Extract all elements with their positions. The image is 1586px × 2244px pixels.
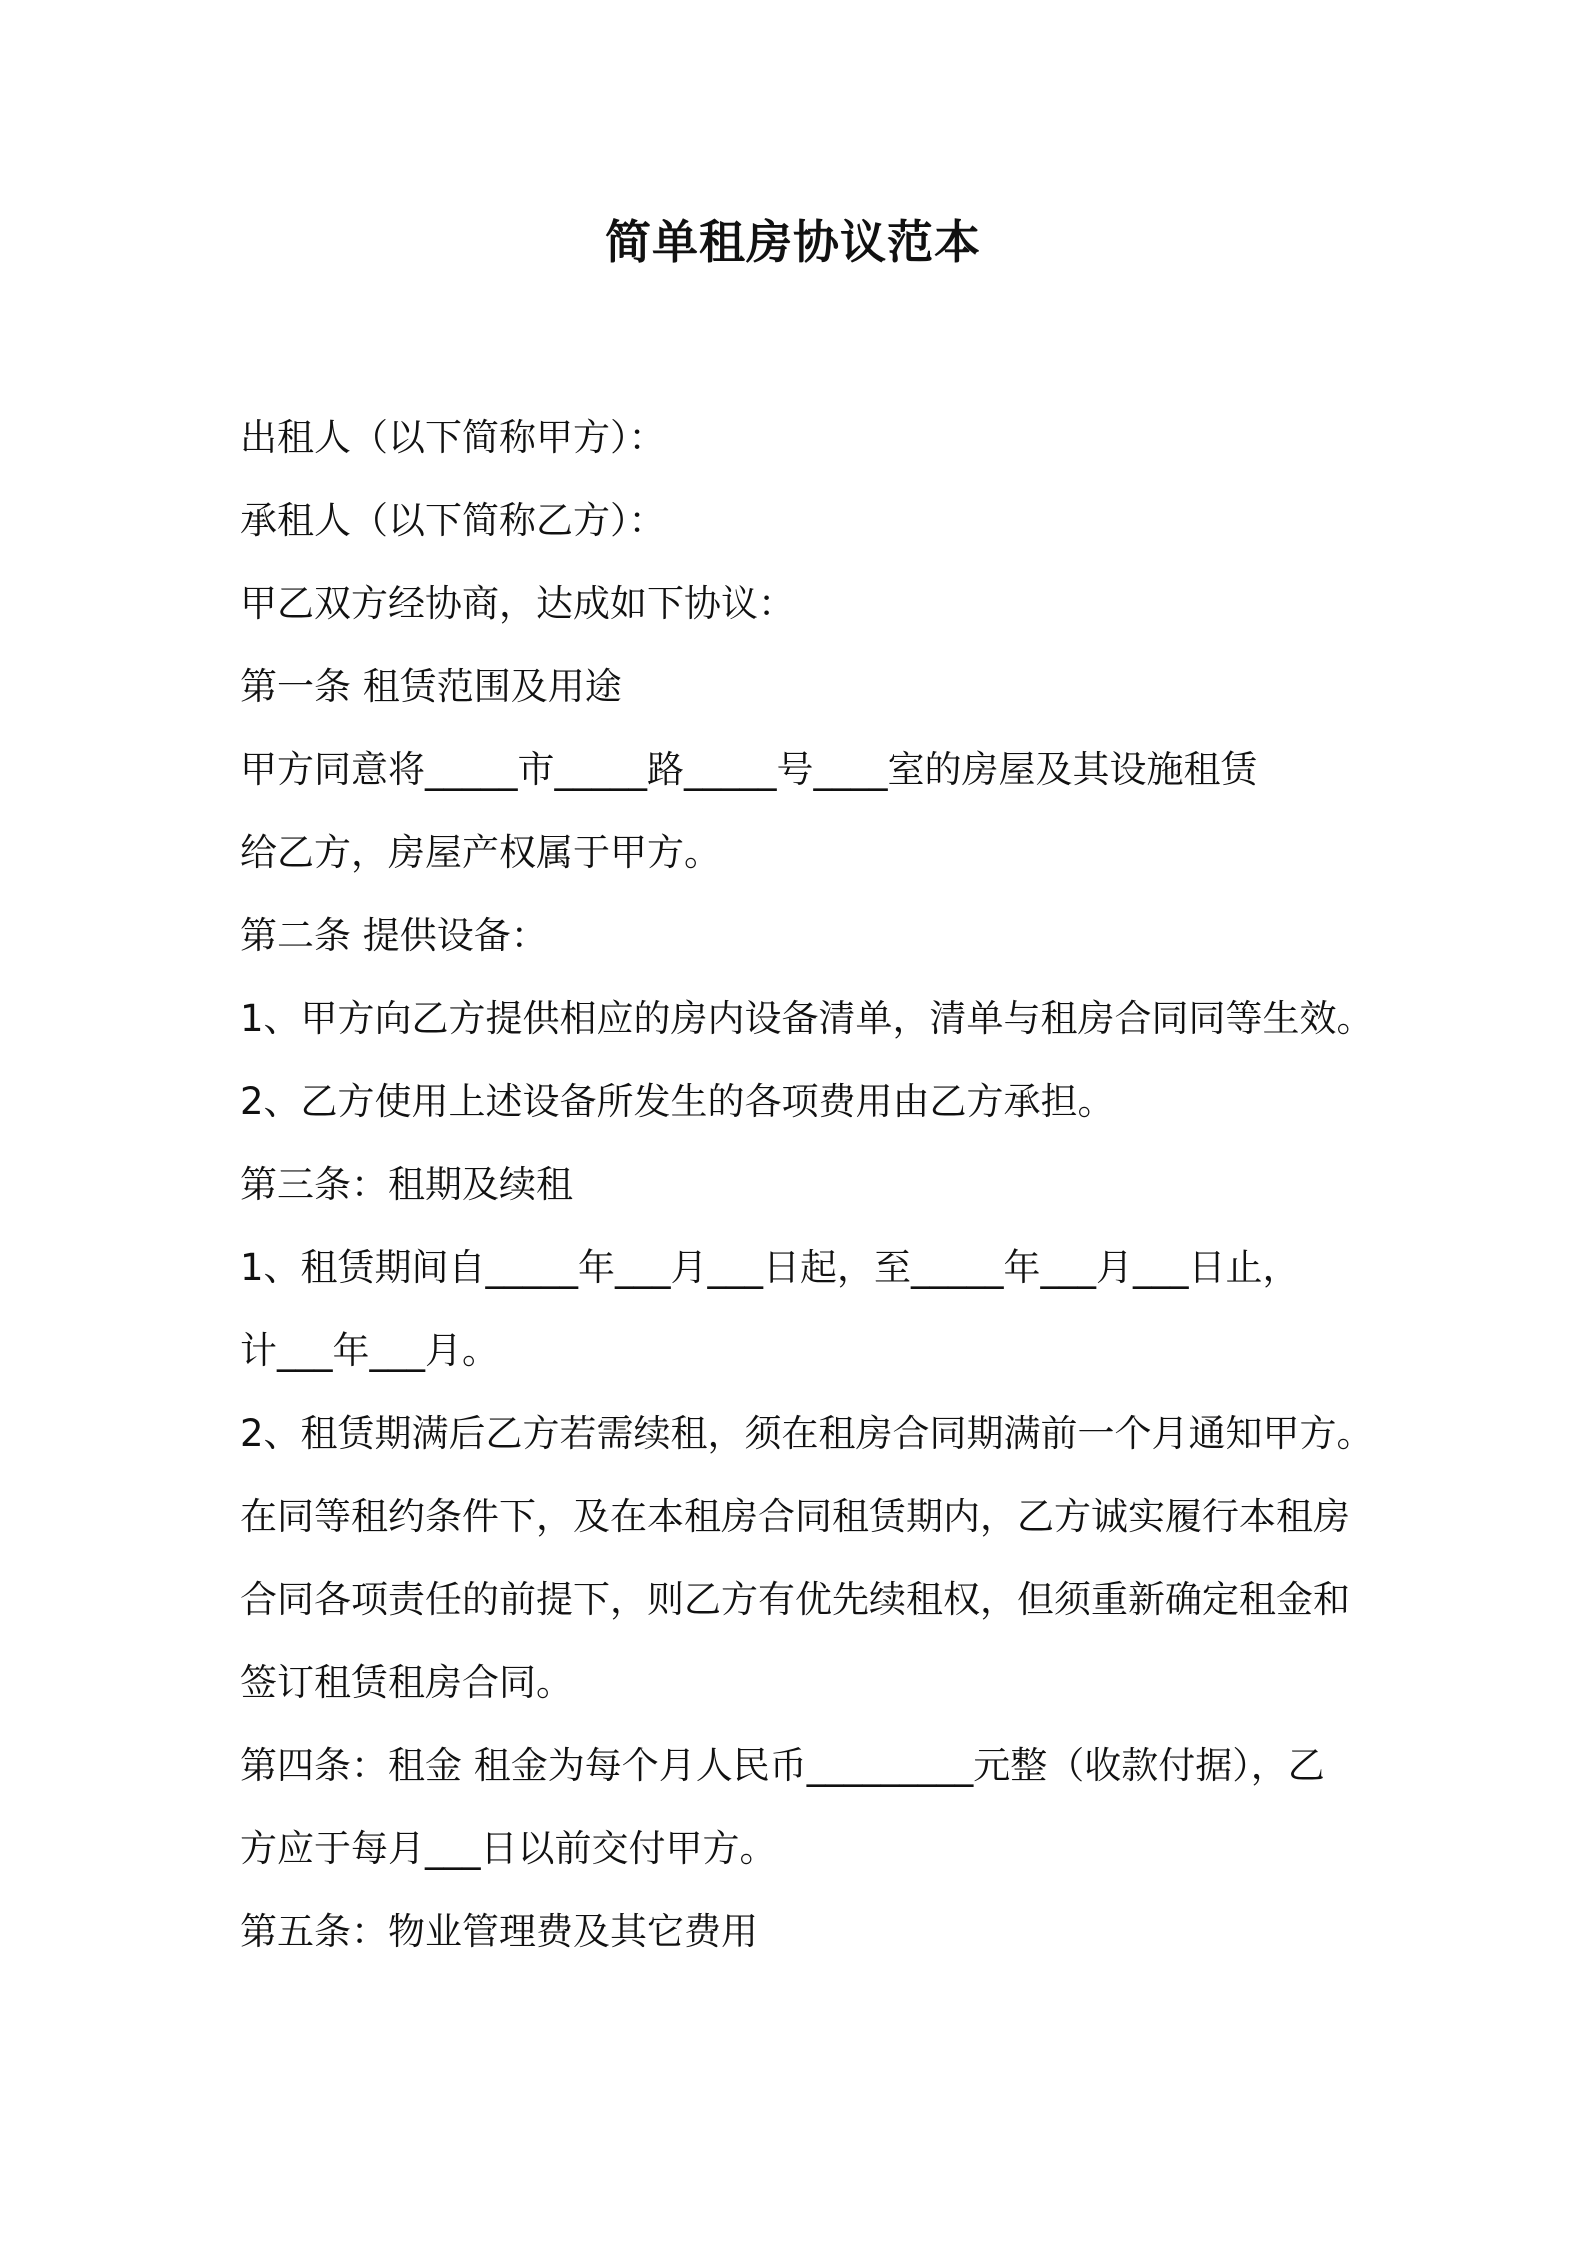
document-title: 简单租房协议范本: [605, 215, 981, 269]
article-3-item-2-line: 签订租赁租房合同。: [240, 1661, 573, 1704]
article-1-heading: 第一条 租赁范围及用途: [240, 665, 622, 708]
article-3-item-1-line: 计___年___月。: [240, 1329, 499, 1372]
article-2-item-2: 2、乙方使用上述设备所发生的各项费用由乙方承担。: [240, 1080, 1115, 1123]
article-1-text-line: 甲方同意将_____市_____路_____号____室的房屋及其设施租赁: [240, 748, 1258, 791]
article-4-line: 方应于每月___日以前交付甲方。: [240, 1827, 777, 1870]
article-4-line: 第四条：租金 租金为每个月人民币_________元整（收款付据），乙: [240, 1744, 1325, 1787]
party-a-line: 出租人（以下简称甲方）：: [240, 416, 666, 459]
article-3-item-2-line: 在同等租约条件下，及在本租房合同租赁期内，乙方诚实履行本租房: [240, 1495, 1350, 1538]
article-3-item-2-line: 2、租赁期满后乙方若需续租，须在租房合同期满前一个月通知甲方。: [240, 1412, 1374, 1455]
document-body: [240, 408, 1380, 1985]
article-5-heading: 第五条：物业管理费及其它费用: [240, 1910, 758, 1953]
article-2-heading: 第二条 提供设备：: [240, 914, 548, 957]
article-1-text-line: 给乙方，房屋产权属于甲方。: [240, 831, 721, 874]
article-3-item-2-line: 合同各项责任的前提下，则乙方有优先续租权，但须重新确定租金和: [240, 1578, 1350, 1621]
party-b-line: 承租人（以下简称乙方）：: [240, 499, 666, 542]
article-3-heading: 第三条：租期及续租: [240, 1163, 573, 1206]
article-2-item-1: 1、甲方向乙方提供相应的房内设备清单，清单与租房合同同等生效。: [240, 997, 1374, 1040]
agreement-intro: 甲乙双方经协商，达成如下协议：: [240, 582, 795, 625]
article-3-item-1-line: 1、租赁期间自_____年___月___日起，至_____年___月___日止，: [240, 1246, 1300, 1289]
